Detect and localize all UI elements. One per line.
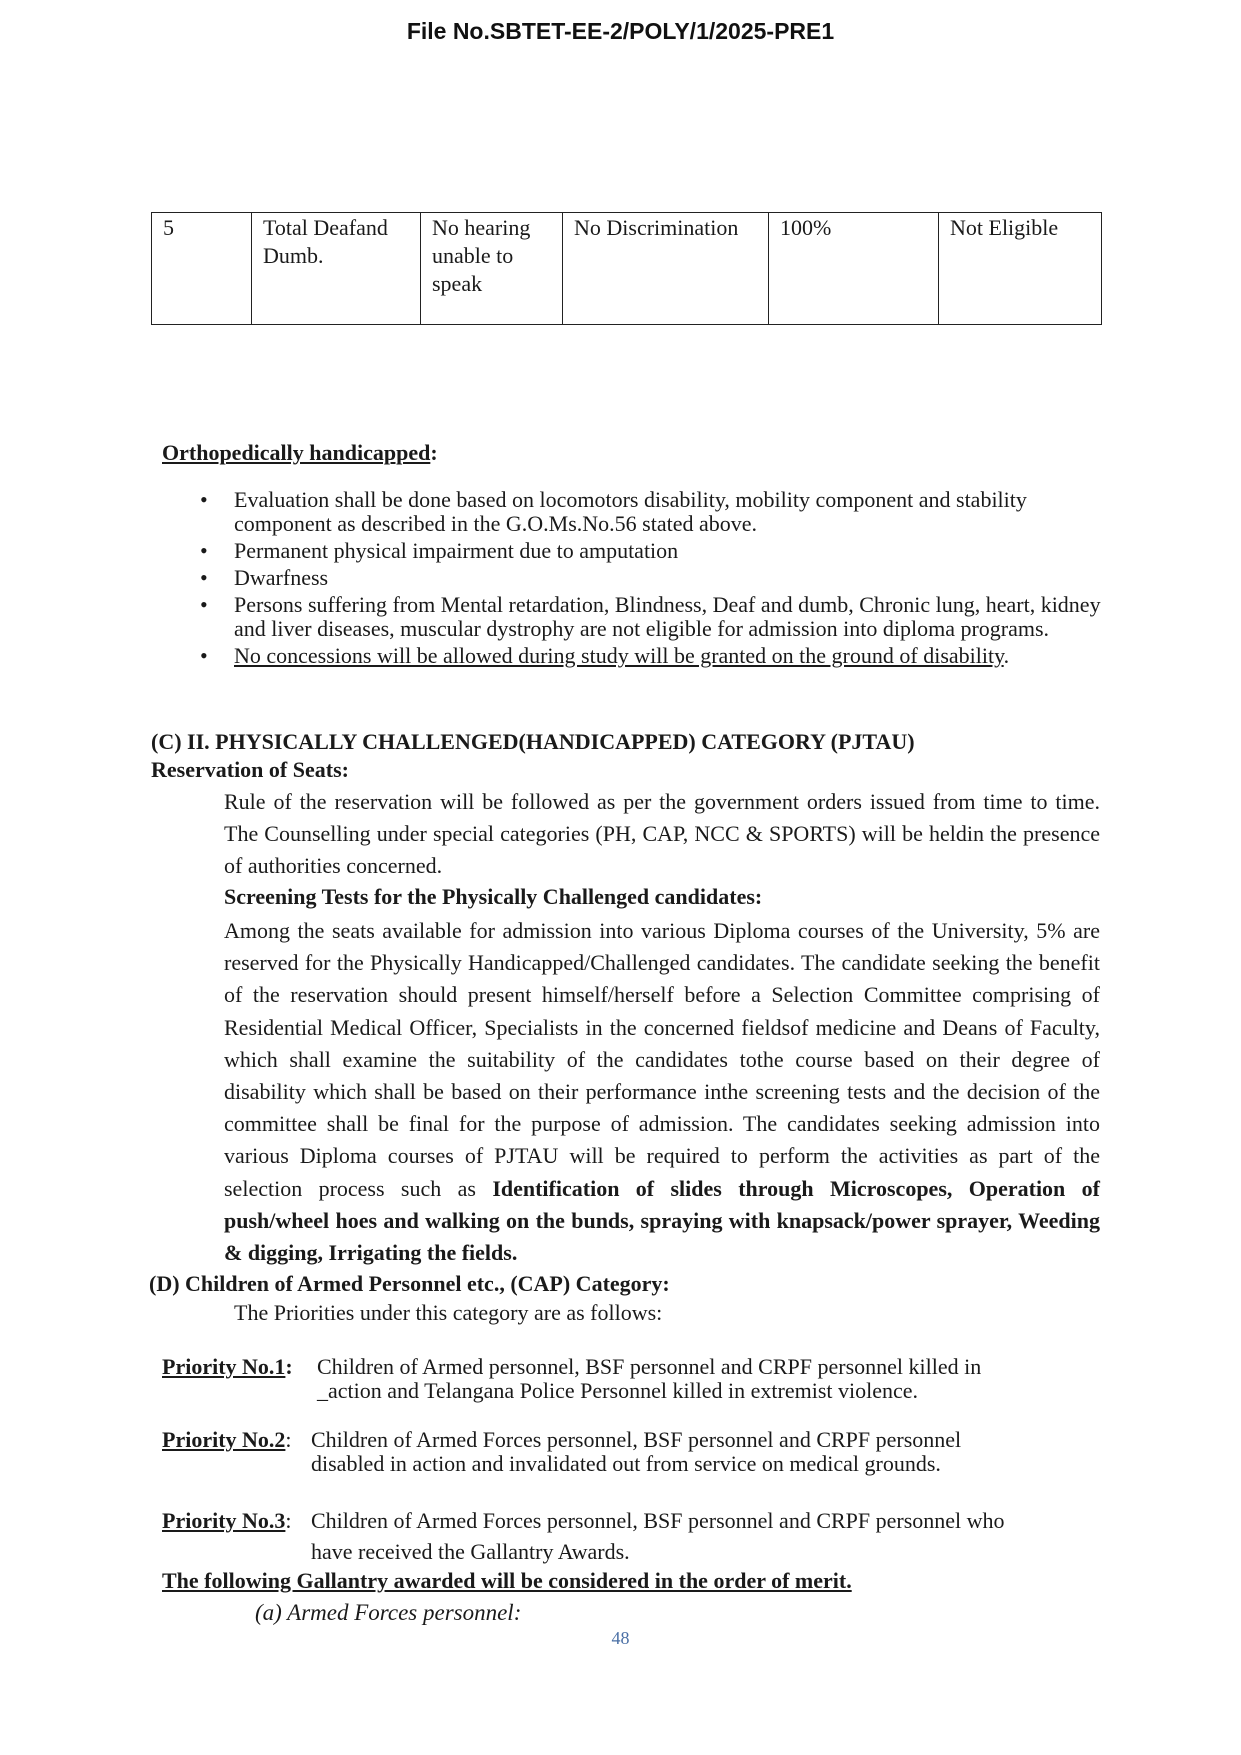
section-d-label: (D) bbox=[149, 1271, 180, 1296]
reservation-heading: Reservation of Seats: bbox=[151, 757, 349, 782]
priority-text bbox=[317, 1355, 1137, 1403]
table-cell-eligibility: Not Eligible bbox=[939, 213, 1102, 325]
bullet-suffix: . bbox=[1003, 643, 1010, 668]
priority-sep: : bbox=[285, 1427, 292, 1452]
bullet-text: Persons suffering from Mental retardation, Blindness, Deaf and dumb, Chronic lung, heart, kidney and liver diseases, muscular dystrophy are not eligible for admission into diploma programs. bbox=[234, 592, 1101, 641]
priority-line: disabled in action and invalidated out from service on medical grounds. bbox=[311, 1451, 941, 1476]
ortho-heading-colon: : bbox=[430, 440, 438, 465]
screening-bold-text: Identification of slides through Microscopes, Operation of push/wheel hoes and walking on the bunds, spraying with knapsack/power sprayer, Weeding & digging, Irrigating the fields. bbox=[224, 1175, 1100, 1266]
reservation-paragraph bbox=[166, 786, 1100, 883]
ortho-heading-line bbox=[162, 440, 438, 466]
priority-text bbox=[311, 1428, 1131, 1476]
table-cell-sno: 5 bbox=[152, 213, 252, 325]
section-d-title: Children of Armed Personnel etc., (CAP) Category: bbox=[185, 1271, 670, 1296]
priority-text bbox=[311, 1505, 1131, 1567]
table-cell-description: No hearing unable to speak bbox=[421, 213, 563, 325]
list-item bbox=[200, 593, 1120, 641]
bullet-text: No concessions will be allowed during study will be granted on the ground of disability bbox=[234, 643, 1004, 668]
section-d-intro: The Priorities under this category are as follows: bbox=[234, 1300, 663, 1325]
ortho-heading: Orthopedically handicapped bbox=[162, 440, 431, 465]
priority-1 bbox=[162, 1354, 982, 1403]
disability-table bbox=[151, 212, 1102, 325]
priority-2 bbox=[162, 1427, 962, 1476]
bullet-text: Permanent physical impairment due to amputation bbox=[234, 538, 679, 563]
gallantry-heading: The following Gallantry awarded will be considered in the order of merit. bbox=[162, 1568, 852, 1593]
table-cell-category: Total Deafand Dumb. bbox=[252, 213, 421, 325]
list-item bbox=[200, 644, 1120, 668]
list-item bbox=[200, 566, 1120, 590]
section-d-heading bbox=[149, 1271, 670, 1297]
armed-forces-item: (a) Armed Forces personnel: bbox=[255, 1600, 522, 1625]
priority-3 bbox=[162, 1505, 1005, 1564]
priority-sep: : bbox=[285, 1354, 293, 1379]
priority-line: Children of Armed Forces personnel, BSF personnel and CRPF personnel bbox=[311, 1427, 962, 1452]
bullet-text: Evaluation shall be done based on locomotors disability, mobility component and stability component as described in the G.O.Ms.No.56 stated above. bbox=[234, 487, 1027, 536]
priority-line: Children of Armed Forces personnel, BSF personnel and CRPF personnel who bbox=[311, 1508, 1005, 1533]
screening-text: Among the seats available for admission into various Diploma courses of the University, 5% are reserved for the Physically Handicapped/Challenged candidates. The candidate seeking the benefit of the reservation should present himself/herself before a Selection Committee comprising of Residential Medical Officer, Specialists in the concerned fieldsof medicine and Deans of Faculty, which shall examine the suitability of the candidates tothe course based on their degree of disability which shall be based on their performance inthe screening tests and the decision of the committee shall be final for the purpose of admission. The candidates seeking admission into various Diploma courses of PJTAU will be required to perform the activities as part of the selection process such as bbox=[224, 918, 1100, 1201]
file-number-header: File No.SBTET-EE-2/POLY/1/2025-PRE1 bbox=[406, 18, 835, 44]
priority-line: have received the Gallantry Awards. bbox=[311, 1539, 630, 1564]
priority-label: Priority No.2 bbox=[162, 1427, 286, 1452]
table-cell-percent: 100% bbox=[769, 213, 939, 325]
bullet-text: Dwarfness bbox=[234, 565, 329, 590]
priority-label: Priority No.3 bbox=[162, 1508, 286, 1533]
priority-label: Priority No.1 bbox=[162, 1354, 286, 1379]
page-number: 48 bbox=[611, 1628, 630, 1648]
section-c-title: (C) II. PHYSICALLY CHALLENGED(HANDICAPPED) CATEGORY (PJTAU) bbox=[151, 729, 915, 754]
reservation-text: Rule of the reservation will be followed as per the government orders issued from time to time. The Counselling under special categories (PH, CAP, NCC & SPORTS) will be heldin the presence of authorities concerned. bbox=[224, 789, 1100, 879]
screening-heading: Screening Tests for the Physically Challenged candidates: bbox=[224, 884, 763, 909]
table-cell-discrimination: No Discrimination bbox=[563, 213, 769, 325]
ortho-bullet-list bbox=[200, 488, 1120, 671]
table-row bbox=[152, 213, 1102, 325]
priority-line: Children of Armed personnel, BSF personnel and CRPF personnel killed in bbox=[317, 1354, 982, 1379]
screening-text-block bbox=[166, 915, 1100, 1269]
list-item bbox=[200, 539, 1120, 563]
screening-paragraph bbox=[166, 915, 1100, 1269]
priority-line: _action and Telangana Police Personnel killed in extremist violence. bbox=[317, 1378, 919, 1403]
priority-sep: : bbox=[285, 1508, 292, 1533]
list-item bbox=[200, 488, 1120, 536]
